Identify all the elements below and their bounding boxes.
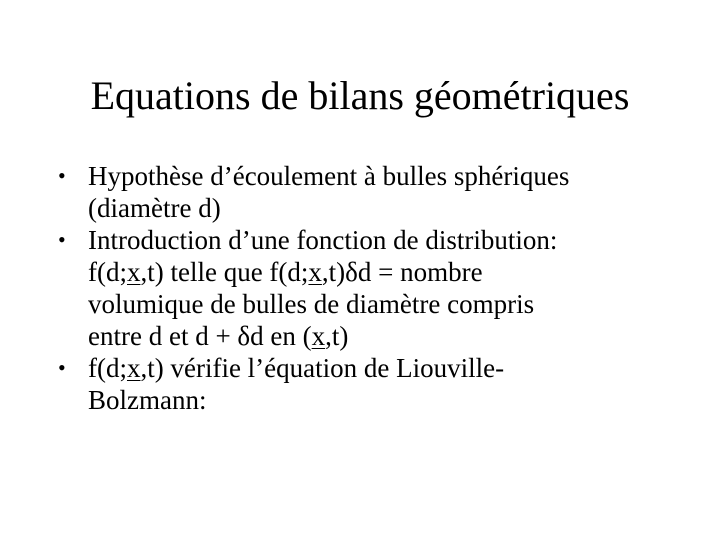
text-fragment: f(d; [88,257,127,287]
bullet-2-line-3: volumique de bulles de diamètre compris [88,289,535,319]
bullet-icon: • [58,355,66,380]
bullet-3-line-1 [88,352,698,384]
vector-x: x [311,321,326,351]
bullet-item-3 [58,352,698,416]
vector-x: x [308,257,322,287]
bullet-2-line-4 [88,320,698,352]
text-fragment: entre d et d + δd en ( [88,321,312,351]
bullet-1-line-1: Hypothèse d’écoulement à bulles sphériques [88,161,570,191]
text-fragment: ,t) [325,321,349,351]
text-fragment: ,t) telle que f(d; [140,257,309,287]
text-fragment: f(d; [88,353,127,383]
bullet-item-2 [58,224,698,352]
vector-x: x [126,257,141,287]
bullet-2-line-2 [88,256,698,288]
bullet-list [58,160,698,416]
bullet-1-line-2: (diamètre d) [88,193,221,223]
text-fragment: ,t) vérifie l’équation de Liouville- [140,353,505,383]
bullet-icon: • [58,227,66,252]
bullet-item-1 [58,160,698,224]
slide-title: Equations de bilans géométriques [90,73,630,118]
bullet-2-line-1: Introduction d’une fonction de distribution: [88,225,558,255]
bullet-3-line-2: Bolzmann: [88,385,207,415]
bullet-icon: • [58,163,66,188]
vector-x: x [126,353,141,383]
text-fragment: ,t)δd = nombre [321,257,483,287]
